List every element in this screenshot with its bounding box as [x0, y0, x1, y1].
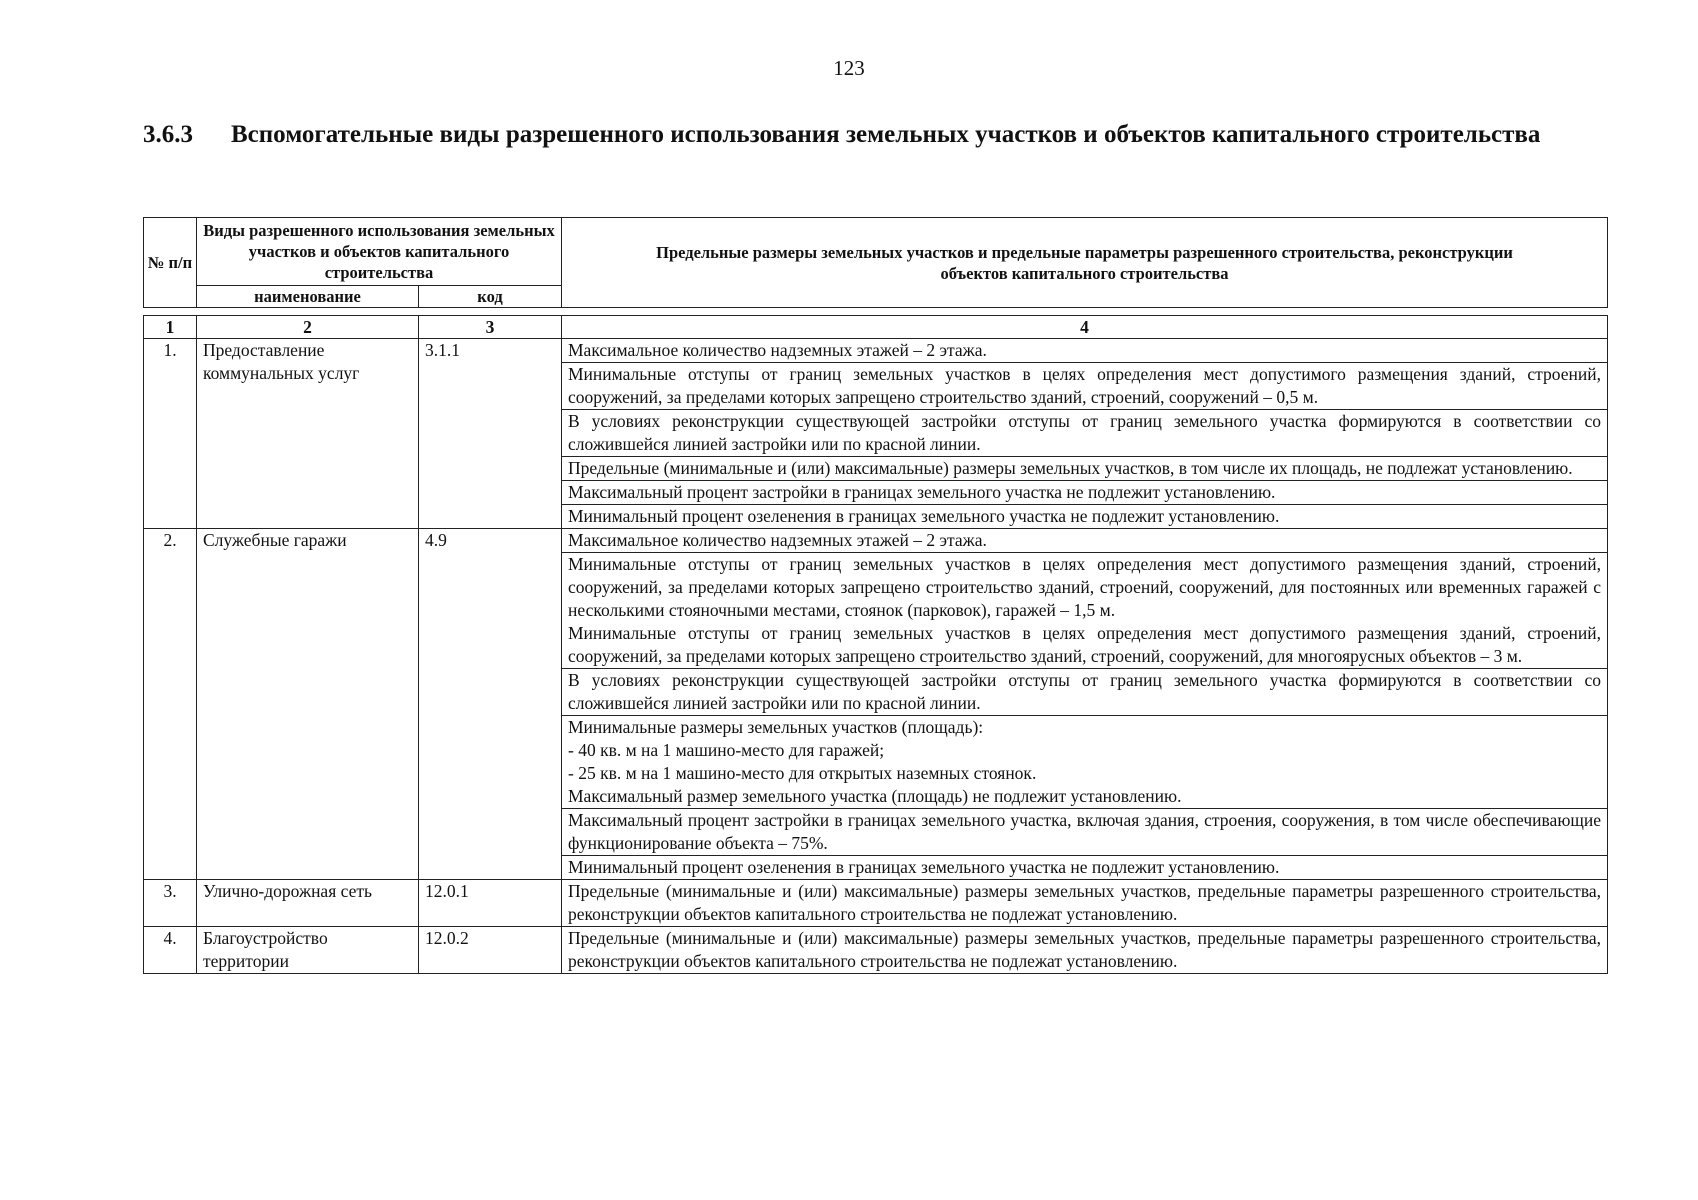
parameter-line: Минимальный процент озеленения в границах земельного участка не подлежит установлению. [568, 506, 1280, 526]
header-code: код [419, 286, 562, 308]
column-number: 2 [197, 316, 419, 339]
row-number: 3. [144, 880, 197, 927]
row-parameter [562, 669, 1608, 716]
row-code: 3.1.1 [419, 339, 562, 529]
parameter-line: Минимальный процент озеленения в границах земельного участка не подлежит установлению. [568, 857, 1280, 877]
section-title: Вспомогательные виды разрешенного использования земельных участков и объектов капитального строительства [231, 121, 1541, 148]
row-parameter [562, 529, 1608, 553]
parameter-line: Предельные (минимальные и (или) максимальные) размеры земельных участков, в том числе их площадь, не подлежат установлению. [568, 458, 1573, 478]
parameter-line: Минимальные отступы от границ земельных участков в целях определения мест допустимого размещения зданий, строений, сооружений, за пределами которых запрещено строительство зданий, строений, сооружений – 0,5 м. [568, 364, 1601, 407]
header-number: № п/п [144, 218, 197, 308]
row-parameter [562, 880, 1608, 927]
row-parameter [562, 363, 1608, 410]
row-number: 1. [144, 339, 197, 529]
row-number: 2. [144, 529, 197, 880]
row-parameter [562, 505, 1608, 529]
header-types: Виды разрешенного использования земельных участков и объектов капитального строительства [197, 218, 562, 286]
row-name: Предоставление коммунальных услуг [197, 339, 419, 529]
column-number: 4 [562, 316, 1608, 339]
parameter-line: Предельные (минимальные и (или) максимальные) размеры земельных участков, предельные параметры разрешенного строительства, реконструкции объектов капитального строительства не подлежат установлению. [568, 928, 1601, 971]
row-name: Благоустройство территории [197, 927, 419, 974]
row-parameter [562, 927, 1608, 974]
table-header [143, 217, 1608, 308]
section-heading [143, 118, 1618, 151]
header-limits: Предельные размеры земельных участков и предельные параметры разрешенного строительства, реконструкции объектов капитального строительства [562, 218, 1608, 308]
row-name: Служебные гаражи [197, 529, 419, 880]
section-number: 3.6.3 [143, 121, 193, 148]
row-parameter [562, 553, 1608, 669]
table-body [143, 315, 1608, 974]
row-parameter [562, 809, 1608, 856]
table-row [144, 880, 1608, 927]
table-row [144, 927, 1608, 974]
parameter-line: - 25 кв. м на 1 машино-место для открытых наземных стоянок. [568, 763, 1037, 783]
column-number-row [144, 316, 1608, 339]
parameter-line: Минимальные размеры земельных участков (площадь): [568, 717, 984, 737]
row-code: 12.0.1 [419, 880, 562, 927]
table-row [144, 339, 1608, 363]
parameter-line: Максимальное количество надземных этажей – 2 этажа. [568, 530, 987, 550]
row-parameter [562, 457, 1608, 481]
parameter-line: В условиях реконструкции существующей застройки отступы от границ земельного участка формируются в соответствии со сложившейся линией застройки или по красной линии. [568, 411, 1601, 454]
row-number: 4. [144, 927, 197, 974]
parameter-line: Максимальный процент застройки в границах земельного участка не подлежит установлению. [568, 482, 1276, 502]
row-code: 12.0.2 [419, 927, 562, 974]
page-number: 123 [833, 56, 865, 80]
parameter-line: - 40 кв. м на 1 машино-место для гаражей; [568, 740, 885, 760]
parameter-line: Минимальные отступы от границ земельных участков в целях определения мест допустимого размещения зданий, строений, сооружений, за пределами которых запрещено строительство зданий, строений, сооружений, для постоянных или временных гаражей с несколькими стояночными местами, стоянок (парковок), гаражей – 1,5 м. [568, 554, 1601, 620]
parameter-line: Максимальный размер земельного участка (площадь) не подлежит установлению. [568, 786, 1182, 806]
parameter-line: Минимальные отступы от границ земельных участков в целях определения мест допустимого размещения зданий, строений, сооружений, за пределами которых запрещено строительство зданий, строений, сооружений, для многоярусных объектов – 3 м. [568, 623, 1601, 666]
parameter-line: Максимальное количество надземных этажей – 2 этажа. [568, 340, 987, 360]
row-parameter [562, 481, 1608, 505]
table-row [144, 529, 1608, 553]
row-parameter [562, 339, 1608, 363]
parameter-line: Максимальный процент застройки в границах земельного участка, включая здания, строения, сооружения, в том числе обеспечивающие функционирование объекта – 75%. [568, 810, 1601, 853]
row-parameter [562, 856, 1608, 880]
parameter-line: Предельные (минимальные и (или) максимальные) размеры земельных участков, предельные параметры разрешенного строительства, реконструкции объектов капитального строительства не подлежат установлению. [568, 881, 1601, 924]
row-code: 4.9 [419, 529, 562, 880]
row-parameter [562, 410, 1608, 457]
row-name: Улично-дорожная сеть [197, 880, 419, 927]
column-number: 1 [144, 316, 197, 339]
parameter-line: В условиях реконструкции существующей застройки отступы от границ земельного участка формируются в соответствии со сложившейся линией застройки или по красной линии. [568, 670, 1601, 713]
column-number: 3 [419, 316, 562, 339]
header-name: наименование [197, 286, 419, 308]
row-parameter [562, 716, 1608, 809]
